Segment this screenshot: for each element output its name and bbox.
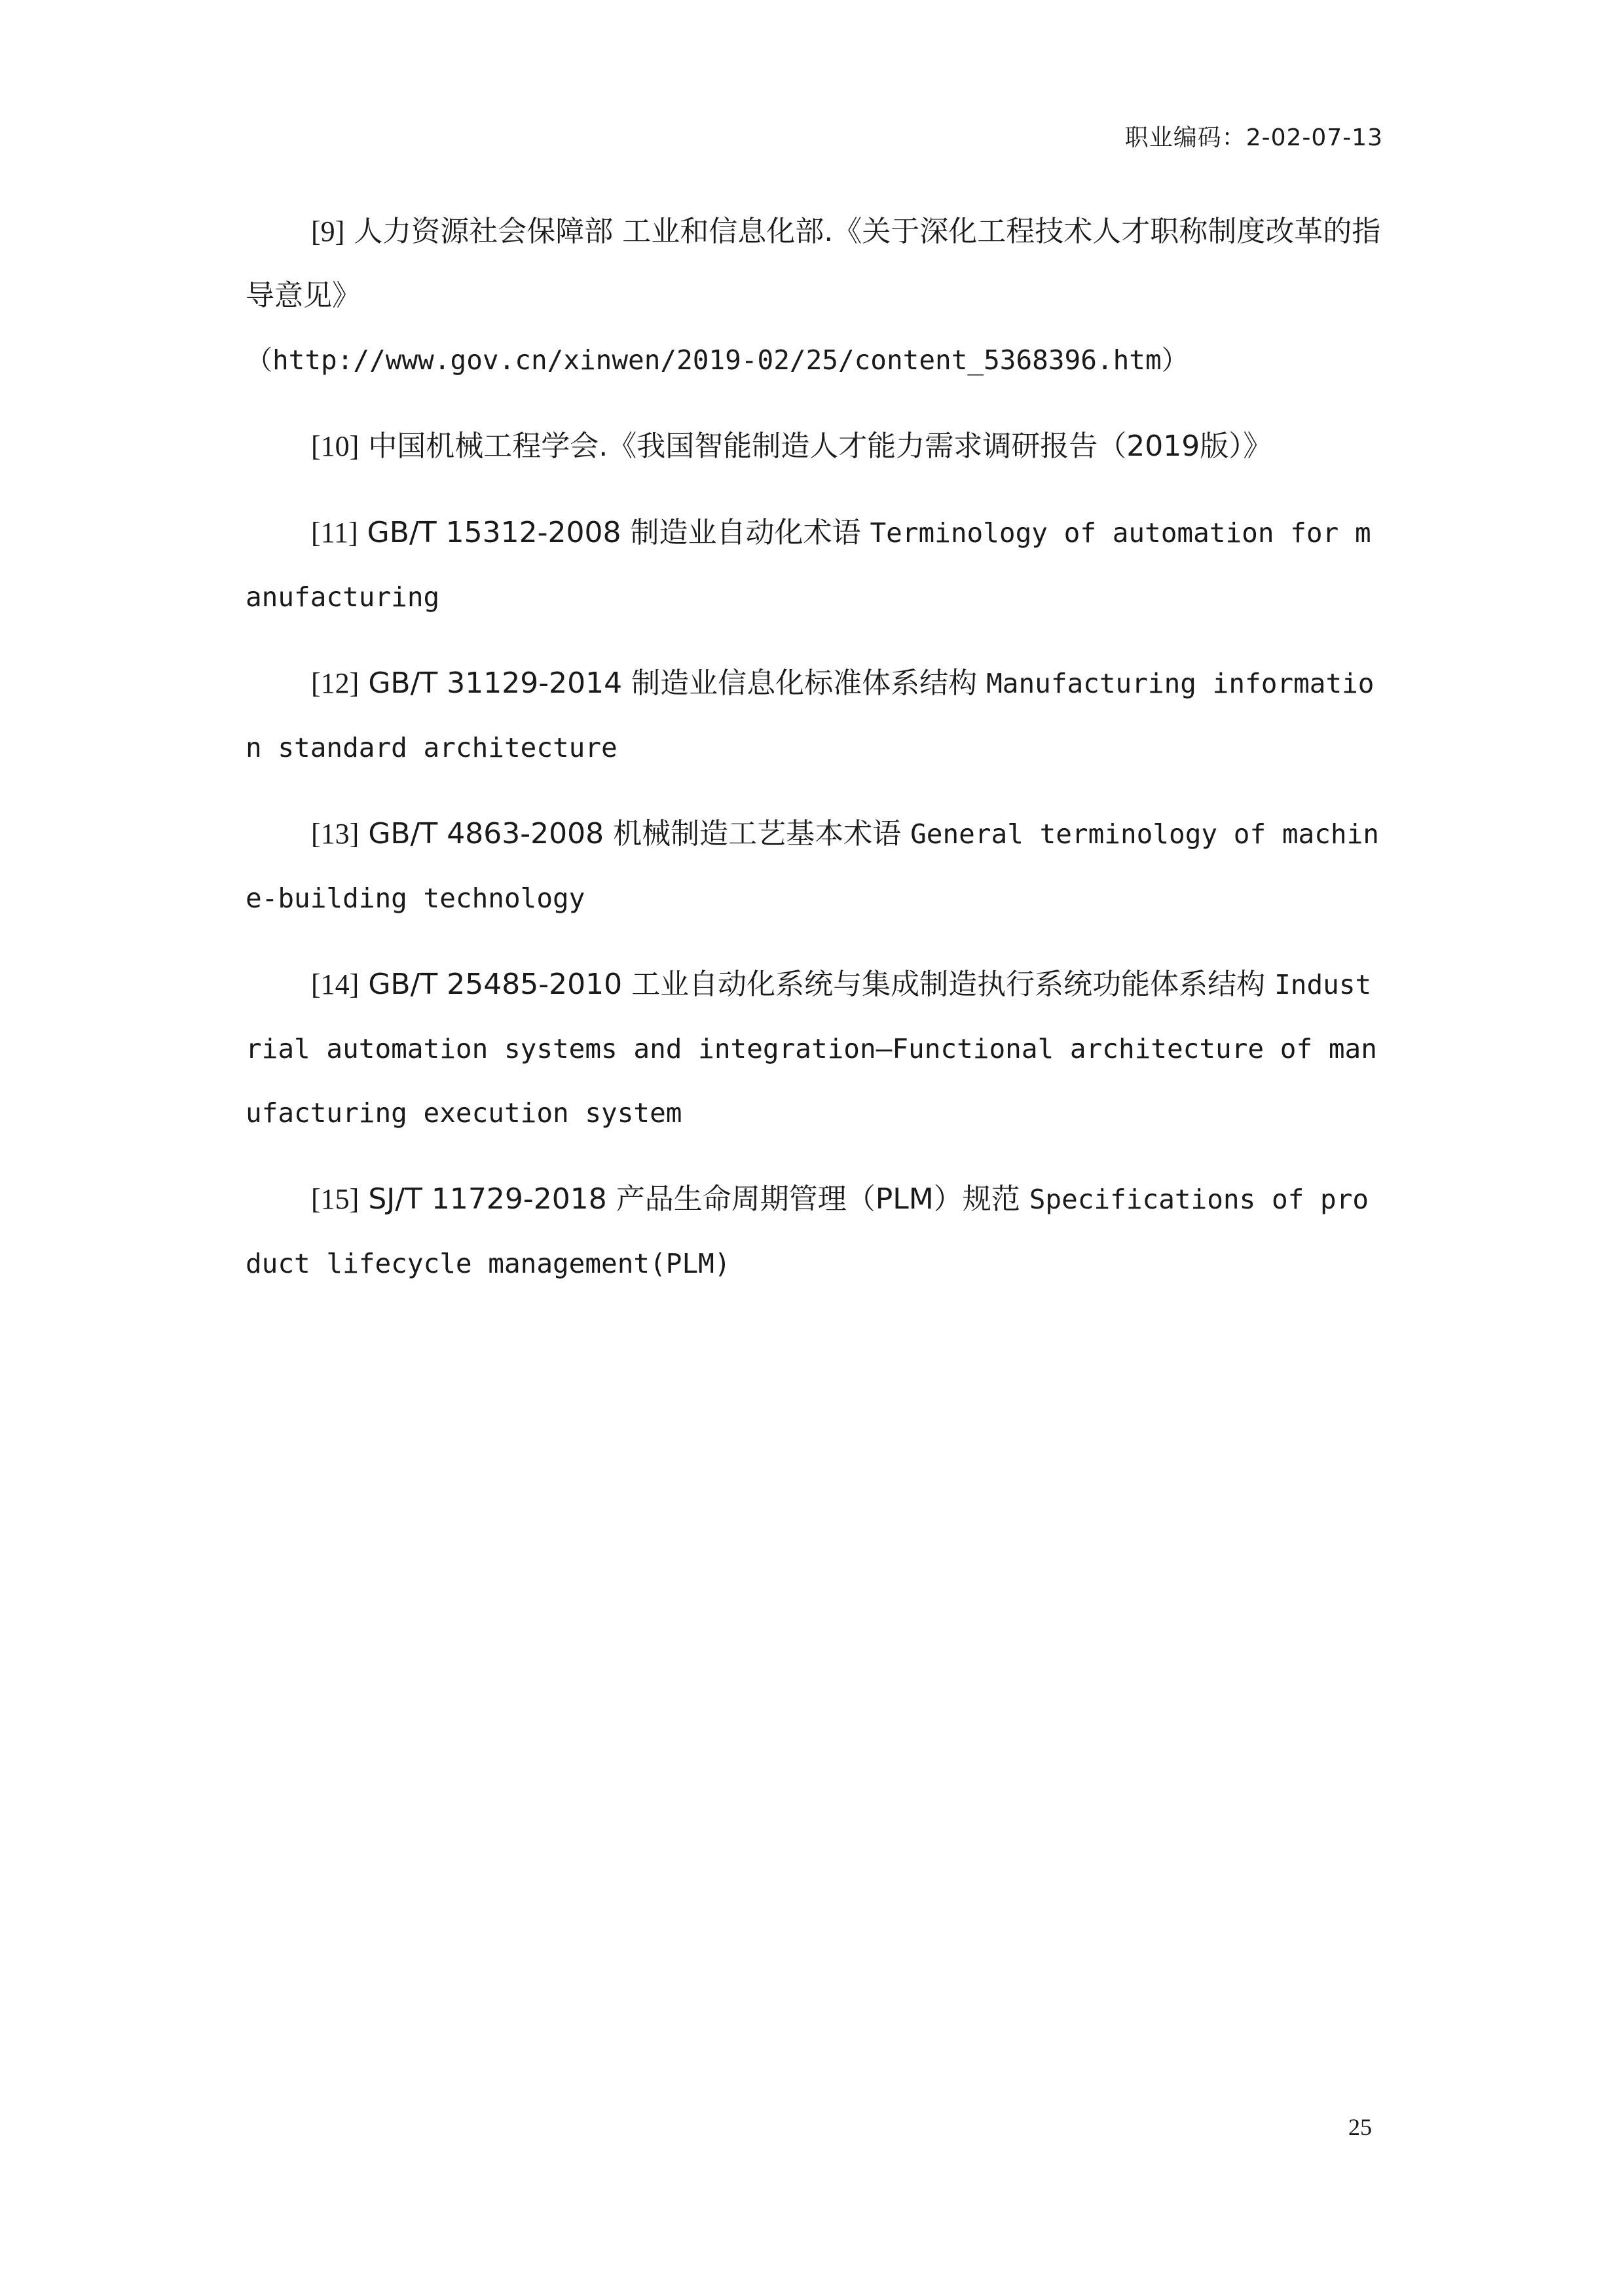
- occupation-code-header: 职业编码：2-02-07-13: [1124, 124, 1383, 151]
- reference-number: [14]: [311, 968, 360, 1000]
- reference-english-title: Specifications of product lifecycle management(PLM): [246, 1184, 1369, 1279]
- reference-item-10: [246, 414, 1382, 479]
- reference-number: [15]: [311, 1183, 360, 1215]
- reference-text: SJ/T 11729-2018 产品生命周期管理（PLM）规范: [368, 1182, 1029, 1216]
- reference-list: [246, 200, 1382, 1318]
- reference-text: GB/T 25485-2010 工业自动化系统与集成制造执行系统功能体系结构: [368, 968, 1275, 1001]
- page-number: 25: [1348, 2114, 1372, 2140]
- reference-number: [11]: [311, 517, 358, 549]
- reference-text: GB/T 4863-2008 机械制造工艺基本术语: [368, 817, 911, 850]
- reference-item-11: [246, 501, 1382, 629]
- reference-english-title: General terminology of machine-building technology: [246, 818, 1379, 914]
- reference-text: GB/T 31129-2014 制造业信息化标准体系结构: [368, 666, 987, 700]
- reference-number: [13]: [311, 818, 360, 850]
- reference-text: 人力资源社会保障部 工业和信息化部.《关于深化工程技术人才职称制度改革的指导意见》: [246, 215, 1381, 312]
- reference-item-9: [246, 200, 1382, 392]
- reference-number: [9]: [311, 215, 345, 247]
- reference-text: GB/T 15312-2008 制造业自动化术语: [367, 516, 870, 549]
- reference-item-15: [246, 1167, 1382, 1296]
- reference-english-title: Industrial automation systems and integration—Functional architecture of manufacturing execution system: [246, 969, 1377, 1129]
- reference-english-title: Terminology of automation for manufacturing: [246, 517, 1371, 613]
- reference-url: （http://www.gov.cn/xinwen/2019-02/25/content_5368396.htm）: [246, 344, 1189, 376]
- reference-item-12: [246, 651, 1382, 780]
- reference-english-title: Manufacturing information standard architecture: [246, 668, 1375, 763]
- reference-number: [10]: [311, 430, 360, 462]
- reference-item-14: [246, 953, 1382, 1145]
- reference-number: [12]: [311, 667, 360, 699]
- reference-item-13: [246, 802, 1382, 930]
- reference-text: 中国机械工程学会.《我国智能制造人才能力需求调研报告（2019版）》: [368, 429, 1272, 463]
